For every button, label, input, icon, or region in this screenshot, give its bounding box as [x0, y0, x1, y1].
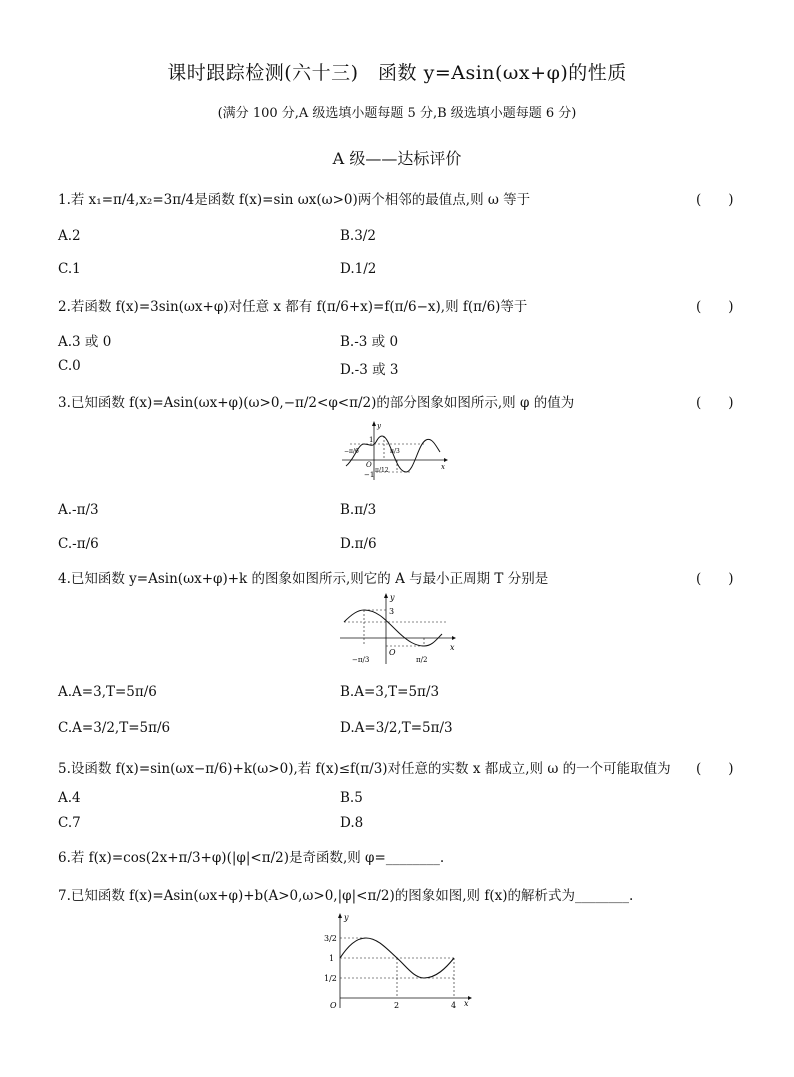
answer-paren-2: ( ) — [696, 299, 734, 315]
question-1: 1.若 x₁=π/4,x₂=3π/4是函数 f(x)=sin ωx(ω>0)两个相邻的最值点,则 ω 等于 — [58, 192, 531, 208]
tick-pi-12: π/12 — [375, 467, 389, 474]
question-3: 3.已知函数 f(x)=Asin(ωx+φ)(ω>0,−π/2<φ<π/2)的部分图象如图所示,则 φ 的值为 — [58, 395, 575, 411]
question-6: 6.若 f(x)=cos(2x+π/3+φ)(|φ|<π/2)是奇函数,则 φ=________. — [58, 850, 445, 866]
q2-option-d: D.-3 或 3 — [340, 362, 399, 378]
y-label: y — [377, 422, 381, 430]
q5-option-d: D.8 — [340, 815, 364, 831]
tick-neg1: −1 — [364, 471, 375, 479]
tick-neg-pi-3: −π/3 — [352, 656, 370, 664]
x-label: x — [441, 463, 445, 471]
section-heading: A 级——达标评价 — [332, 149, 462, 168]
q3-option-c: C.-π/6 — [58, 536, 99, 552]
q4-option-a: A.A=3,T=5π/6 — [58, 684, 157, 700]
q4-option-c: C.A=3/2,T=5π/6 — [58, 720, 171, 736]
tick-1: 1 — [369, 436, 374, 444]
x-label: x — [450, 643, 455, 652]
tick-1: 1 — [329, 954, 335, 963]
q1-option-d: D.1/2 — [340, 261, 377, 277]
tick-2: 2 — [394, 1001, 400, 1010]
question-2: 2.若函数 f(x)=3sin(ωx+φ)对任意 x 都有 f(π/6+x)=f(π/6−x),则 f(π/6)等于 — [58, 299, 528, 315]
q7-graph — [318, 910, 478, 1014]
question-4: 4.已知函数 y=Asin(ωx+φ)+k 的图象如图所示,则它的 A 与最小正周期 T 分别是 — [58, 571, 549, 587]
q3-option-d: D.π/6 — [340, 536, 377, 552]
tick-neg-pi-6: −π/6 — [344, 448, 359, 455]
tick-4: 4 — [451, 1001, 457, 1010]
answer-paren-3: ( ) — [696, 395, 734, 411]
origin-label: O — [330, 1001, 337, 1010]
q5-option-a: A.4 — [58, 790, 81, 806]
q5-option-c: C.7 — [58, 815, 81, 831]
tick-3: 3 — [389, 607, 395, 616]
answer-paren-4: ( ) — [696, 571, 734, 587]
origin-label: O — [389, 648, 396, 657]
page-title: 课时跟踪检测(六十三) 函数 y=Asin(ωx+φ)的性质 — [167, 62, 627, 84]
q3-option-b: B.π/3 — [340, 502, 377, 518]
q1-option-c: C.1 — [58, 261, 81, 277]
q2-option-a: A.3 或 0 — [58, 334, 112, 350]
q2-option-c: C.0 — [58, 358, 81, 374]
question-5: 5.设函数 f(x)=sin(ωx−π/6)+k(ω>0),若 f(x)≤f(π/3)对任意的实数 x 都成立,则 ω 的一个可能取值为 — [58, 761, 671, 777]
q4-option-d: D.A=3/2,T=5π/3 — [340, 720, 453, 736]
x-label: x — [464, 999, 469, 1008]
q1-option-a: A.2 — [58, 228, 81, 244]
answer-paren-5: ( ) — [696, 761, 734, 777]
q4-graph — [336, 592, 460, 672]
question-7: 7.已知函数 f(x)=Asin(ωx+φ)+b(A>0,ω>0,|φ|<π/2)的图象如图,则 f(x)的解析式为________. — [58, 888, 634, 904]
q4-option-b: B.A=3,T=5π/3 — [340, 684, 440, 700]
tick-pi-2: π/2 — [416, 656, 428, 664]
q3-graph — [340, 420, 450, 482]
q3-option-a: A.-π/3 — [58, 502, 99, 518]
y-label: y — [344, 913, 349, 922]
q1-option-b: B.3/2 — [340, 228, 376, 244]
tick-3-2: 3/2 — [324, 934, 337, 943]
q2-option-b: B.-3 或 0 — [340, 334, 399, 350]
answer-paren-1: ( ) — [696, 192, 734, 208]
tick-pi-3: π/3 — [390, 448, 400, 455]
origin-label: O — [366, 461, 372, 469]
y-label: y — [390, 593, 395, 602]
score-note: (满分 100 分,A 级选填小题每题 5 分,B 级选填小题每题 6 分) — [217, 106, 577, 121]
q5-option-b: B.5 — [340, 790, 363, 806]
tick-1-2: 1/2 — [324, 974, 337, 983]
